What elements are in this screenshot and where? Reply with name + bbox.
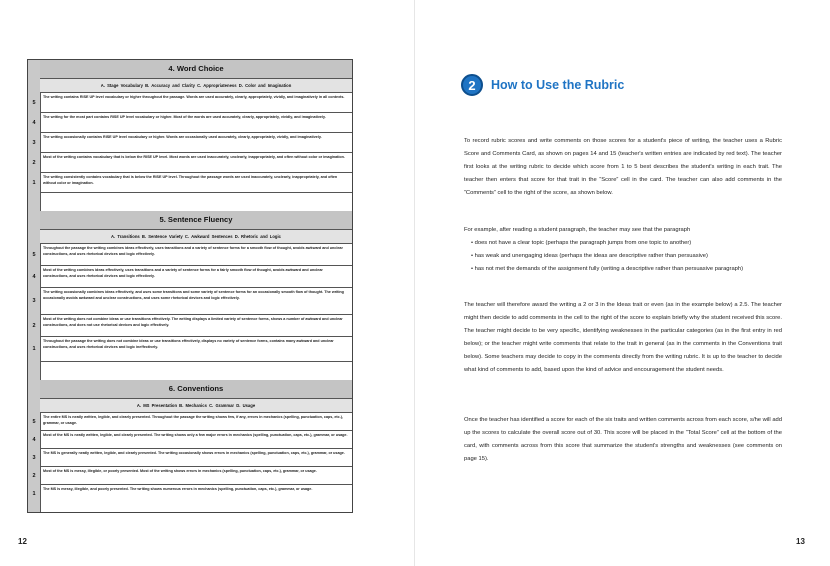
rubric-row — [32, 449, 352, 467]
row-description: Most of the writing combines ideas effectively, uses transitions and a variety of sentence forms for a fairly smooth flow of thought, avoids awkward and unclear constructions, and uses rhetorical devices and logic effectively. — [43, 268, 323, 278]
score-number: 2 — [32, 159, 36, 166]
rubric-row — [32, 93, 352, 113]
rubric-row — [32, 337, 352, 362]
section-categories: A. MS Presentation B. Mechanics C. Grammar D. Usage — [40, 399, 352, 413]
row-description: The entire MS is neatly written, legible, and clearly presented. Throughout the passage the writing shows few, if any, errors in mechanics (spelling, punctuation, caps, etc.), grammar, or usage. — [43, 415, 343, 425]
rubric-row — [32, 413, 352, 431]
rubric-row — [32, 485, 352, 503]
paragraph-example — [464, 224, 782, 276]
rubric-section-word-choice — [32, 60, 352, 193]
score-number: 2 — [32, 472, 36, 479]
page-title: How to Use the Rubric — [491, 78, 625, 92]
rubric-table — [27, 59, 353, 513]
score-number: 5 — [32, 418, 36, 425]
bullet-item: • has weak and unengaging ideas (perhaps the ideas are descriptive rather than persuasive) — [471, 253, 708, 260]
score-number: 4 — [32, 436, 36, 443]
row-description: Most of the writing contains vocabulary that is below the RISE UP level. Most words are used inaccurately, unclearly, inappropriately, and often without color or imagination. — [43, 155, 345, 159]
rubric-row — [32, 113, 352, 133]
page-number-right: 13 — [796, 537, 805, 546]
score-number: 1 — [32, 179, 36, 186]
bullet-item: • does not have a clear topic (perhaps the paragraph jumps from one topic to another) — [471, 240, 692, 247]
paragraph-scoring: The teacher will therefore award the writing a 2 or 3 in the Ideas trait or even (as in the example below) a 2.5. The teacher might then decide to add comments in the cell to the right of the score to explain briefly why the student received this score. The teacher might decide to be very specific, identifying weaknesses in the particular categories (as in the first entry in red below); or the teacher might write comments that relate to the trait in general (as in the comments in the Conventions trait below). Some teachers may decide to copy in the comments directly from the writing rubric. It is up to the teacher to decide what kind of comments to add, based upon the kind of advice and encouragement the student needs. — [464, 302, 782, 374]
row-description: The writing contains RISE UP level vocabulary or higher throughout the passage. Words are used accurately, clearly, appropriately, vividly, and imaginatively in all contexts. — [43, 95, 345, 99]
row-description: The writing for the most part contains RISE UP level vocabulary or higher. Most of the words are used accurately, clearly, appropriately, vividly, and imaginatively. — [43, 115, 326, 119]
step-number-badge: 2 — [461, 74, 483, 96]
rubric-row — [32, 173, 352, 193]
rubric-section-conventions — [32, 380, 352, 503]
paragraph-intro: To record rubric scores and write comments on those scores for a student's piece of writing, the teacher uses a Rubric Score and Comments Card, as shown on pages 14 and 15 (teacher's written entries are indicated by red text). The teacher first looks at the writing rubric to decide which score from 1 to 5 best describes the student's writing in each trait. The teacher then enters that score for that trait in the “Score” cell in the card. The teacher can also add comments in the “Comments” cell to the right of the score, as shown below. — [464, 138, 782, 197]
row-description: The writing consistently contains vocabulary that is below the RISE UP level. Throughout the passage words are used inaccurately, unclearly, inappropriately, and often without color or imagination. — [43, 175, 338, 185]
rubric-row — [32, 133, 352, 153]
section-title: 4. Word Choice — [40, 60, 352, 79]
rubric-row — [32, 153, 352, 173]
score-number: 3 — [32, 454, 36, 461]
row-description: The MS is generally neatly written, legible, and clearly presented. The writing occasionally shows errors in mechanics (spelling, punctuation, caps, etc.), grammar, or usage. — [43, 451, 345, 455]
score-number: 3 — [32, 298, 36, 304]
bullet-item: • has not met the demands of the assignment fully (writing a descriptive rather than persuasive paragraph) — [471, 266, 744, 273]
section-title: 6. Conventions — [40, 380, 352, 399]
rubric-row — [32, 315, 352, 337]
rubric-row — [32, 244, 352, 266]
row-description: Most of the MS is neatly written, legible, and clearly presented. The writing shows only a few major errors in mechanics (spelling, punctuation, caps, etc.), grammar, or usage. — [43, 433, 348, 437]
section-categories: A. Transitions B. Sentence Variety C. Awkward Sentences D. Rhetoric and Logic — [40, 230, 352, 244]
rubric-row — [32, 266, 352, 288]
score-number: 4 — [32, 119, 36, 126]
row-description: Throughout the passage the writing does not combine ideas or use transitions effectively, displays no variety of sentence forms, contains many awkward and unclear constructions, and uses rhetorical devices and logic ineffectively. — [43, 339, 334, 349]
row-description: Most of the MS is messy, illegible, or poorly presented. Most of the writing shows errors in mechanics (spelling, punctuation, caps, etc.), grammar, or usage. — [43, 469, 317, 473]
score-number: 1 — [32, 346, 36, 352]
score-number: 2 — [32, 322, 36, 329]
rubric-row — [32, 431, 352, 449]
example-intro: For example, after reading a student paragraph, the teacher may see that the paragraph — [464, 227, 691, 233]
row-description: The MS is messy, illegible, and poorly presented. The writing shows numerous errors in mechanics (spelling, punctuation, caps, etc.), grammar, or usage. — [43, 487, 313, 491]
score-number: 5 — [32, 99, 36, 106]
page-gutter — [414, 0, 415, 566]
row-description: The writing occasionally combines ideas effectively, and uses some transitions and some variety of sentence forms for an occasionally smooth flow of thought. The writing occasionally avoids awkward and unclear constructions, and uses some rhetorical devices and logic effectively. — [43, 290, 344, 300]
rubric-row — [32, 467, 352, 485]
row-description: The writing occasionally contains RISE UP level vocabulary or higher. Words are occasionally used accurately, clearly, appropriately, vividly, and imaginatively. — [43, 135, 322, 139]
section-title: 5. Sentence Fluency — [40, 211, 352, 230]
score-number: 1 — [32, 491, 36, 497]
rubric-section-sentence-fluency — [32, 211, 352, 362]
section-heading — [461, 73, 624, 97]
score-number: 4 — [32, 273, 36, 280]
score-number: 3 — [32, 139, 36, 146]
row-description: Throughout the passage the writing combines ideas effectively, uses transitions and a variety of sentence forms for a smooth flow of thought, avoids awkward and unclear constructions, and uses rhetorical devices and logic effectively. — [43, 246, 343, 256]
section-categories: A. Stage Vocabulary B. Accuracy and Clarity C. Appropriateness D. Color and Imagination — [40, 79, 352, 93]
paragraph-total-score: Once the teacher has identified a score for each of the six traits and written comments across from each score, s/he will add up the scores to calculate the overall score out of 30. This score will be placed in the “Total Score” cell at the bottom of the card, with comments across from this score that summarize the student's strengths and weaknesses (see comments on page 15). — [464, 417, 782, 463]
page-number-left: 12 — [18, 537, 27, 546]
row-description: Most of the writing does not combine ideas or use transitions effectively. The writing displays a limited variety of sentence forms, shows a number of awkward and unclear constructions, and does not use rhetorical devices and logic effectively. — [43, 317, 343, 327]
rubric-row — [32, 288, 352, 315]
score-number: 5 — [32, 251, 36, 258]
